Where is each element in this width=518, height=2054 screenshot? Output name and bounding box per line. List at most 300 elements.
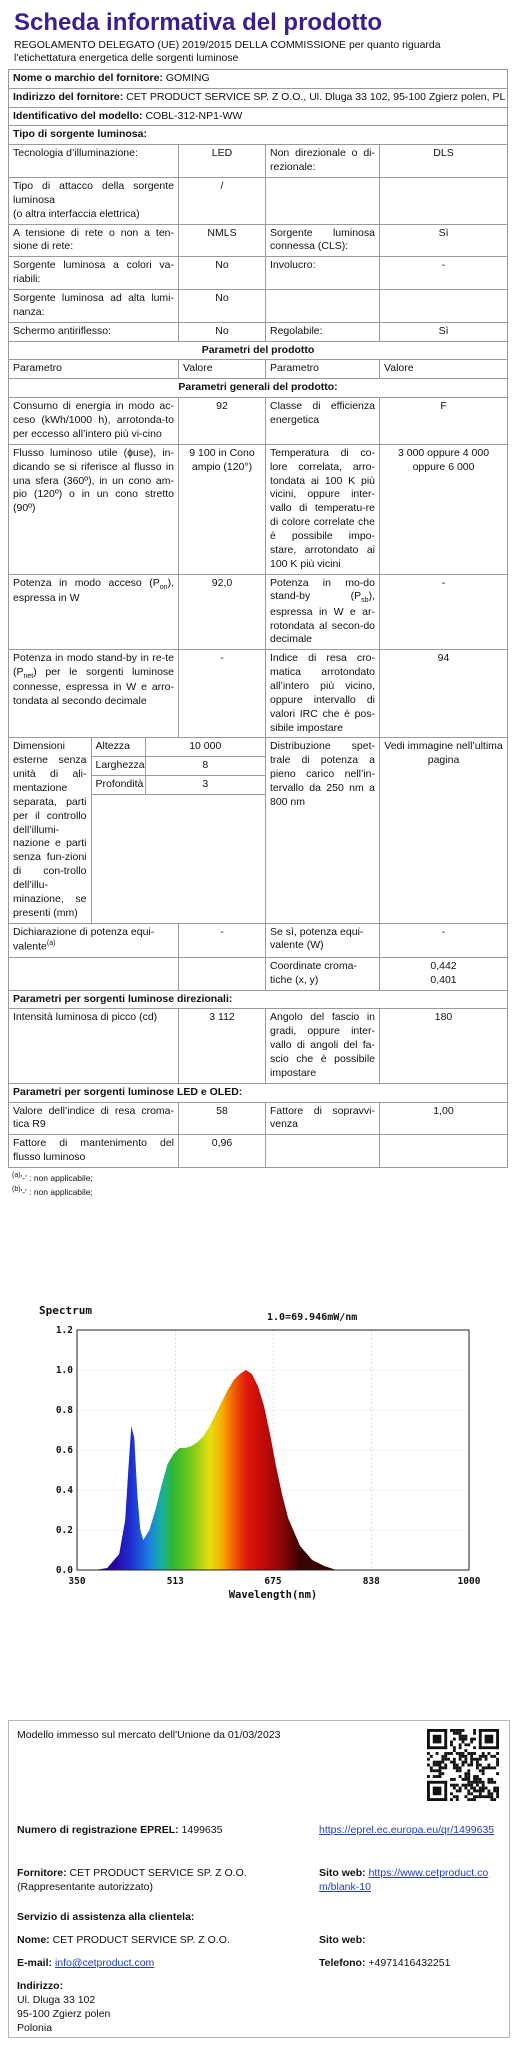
qr-module	[462, 1752, 465, 1755]
qr-module	[427, 1764, 430, 1767]
qr-module	[467, 1743, 470, 1746]
qr-module	[441, 1766, 444, 1769]
qr-module	[476, 1758, 479, 1761]
qr-module	[464, 1743, 467, 1746]
qr-module	[439, 1766, 442, 1769]
address-line-3: Polonia	[17, 2021, 53, 2034]
qr-module	[456, 1784, 459, 1787]
led-1-label-2	[266, 1135, 380, 1168]
spectral-value: Vedi immagine nell’ultima pagina	[380, 738, 508, 923]
peak-intensity-value: 3 112	[179, 1009, 266, 1083]
led-0-value: 58	[179, 1102, 266, 1135]
qr-finder	[433, 1787, 442, 1796]
general-2-label-2: Potenza in mo-do stand-by $(P_{sb})$, espressa in W e ar-rotondata al secon-do decimale	[266, 574, 380, 650]
qr-module	[462, 1784, 465, 1787]
qr-module	[482, 1787, 485, 1790]
qr-module	[433, 1769, 436, 1772]
type-rows	[9, 145, 508, 341]
led-header: Parametri per sorgenti luminose LED e OLED:	[9, 1083, 508, 1102]
led-0-label: Valore dell’indice di resa croma-tica R9	[9, 1102, 179, 1135]
qr-module	[487, 1752, 490, 1755]
qr-module	[482, 1784, 485, 1787]
qr-module	[436, 1752, 439, 1755]
service-name-label: Nome:	[17, 1934, 50, 1946]
qr-module	[436, 1775, 439, 1778]
qr-module	[444, 1764, 447, 1767]
qr-module	[479, 1764, 482, 1767]
qr-module	[459, 1769, 462, 1772]
type-0-row	[9, 145, 508, 178]
general-2-value-2: -	[380, 574, 508, 650]
col-param-1: Parametro	[9, 360, 179, 379]
qr-module	[430, 1769, 433, 1772]
qr-module	[467, 1772, 470, 1775]
general-2-row	[9, 574, 508, 650]
equiv-label-sup: (a)	[46, 940, 56, 948]
qr-module	[467, 1792, 470, 1795]
general-1-value-2: 3 000 oppure 4 000 oppure 6 000	[380, 444, 508, 574]
y-tick-label: 0.6	[55, 1445, 73, 1456]
qr-module	[439, 1761, 442, 1764]
type-2-value-2: Sì	[380, 224, 508, 257]
led-rows	[9, 1102, 508, 1167]
supplier-name-label: Nome o marchio del fornitore:	[13, 71, 163, 84]
qr-module	[482, 1781, 485, 1784]
footnote-a	[12, 1170, 503, 1184]
type-2-label: A tensione di rete o non a ten-sione di rete:	[9, 224, 179, 257]
qr-finder	[496, 1729, 499, 1749]
qr-module	[490, 1755, 493, 1758]
qr-module	[473, 1729, 476, 1732]
qr-module	[470, 1758, 473, 1761]
qr-module	[482, 1769, 485, 1772]
qr-module	[453, 1766, 456, 1769]
qr-module	[427, 1752, 430, 1755]
peak-intensity-label: Intensità luminosa di picco (cd)	[9, 1009, 179, 1083]
qr-module	[487, 1766, 490, 1769]
qr-module	[427, 1775, 430, 1778]
qr-module	[485, 1758, 488, 1761]
qr-module	[476, 1766, 479, 1769]
type-2-row	[9, 224, 508, 257]
qr-module	[459, 1729, 462, 1732]
x-tick-label: 675	[264, 1576, 282, 1587]
type-1-label-2	[266, 178, 380, 225]
qr-module	[470, 1781, 473, 1784]
address-line-1: Ul. Dluga 33 102	[17, 1993, 96, 2006]
x-axis-label: Wavelength(nm)	[228, 1589, 318, 1601]
service-phone	[319, 1957, 450, 1971]
qr-module	[490, 1792, 493, 1795]
email-label: E-mail:	[17, 1957, 53, 1969]
general-2-value: 92,0	[179, 574, 266, 650]
qr-module	[444, 1755, 447, 1758]
qr-module	[456, 1769, 459, 1772]
qr-module	[456, 1764, 459, 1767]
qr-module	[470, 1787, 473, 1790]
chart-title: Spectrum	[39, 1304, 92, 1317]
footnote-a-mark: (a)	[12, 1171, 21, 1179]
qr-module	[464, 1738, 467, 1741]
qr-module	[456, 1789, 459, 1792]
qr-module	[482, 1772, 485, 1775]
qr-module	[493, 1766, 496, 1769]
type-3-label: Sorgente luminosa a colori va-riabili:	[9, 257, 179, 290]
equiv-power-value: -	[380, 923, 508, 957]
qr-module	[482, 1789, 485, 1792]
general-3-row	[9, 650, 508, 738]
general-0-label-2: Classe di efficienza energetica	[266, 398, 380, 445]
qr-module	[453, 1729, 456, 1732]
qr-finder	[485, 1735, 494, 1744]
general-1-label: Flusso luminoso utile (ɸuse), in-dicando se si riferisce al flusso in una sfera (360º), in un cono am-pio (120º) o in un cono stretto (90º)	[9, 444, 179, 574]
type-1-value: /	[179, 178, 266, 225]
qr-module	[453, 1787, 456, 1790]
qr-module	[487, 1789, 490, 1792]
qr-module	[476, 1784, 479, 1787]
col-param-2: Parametro	[266, 360, 380, 379]
qr-module	[453, 1758, 456, 1761]
eprel-section	[8, 1720, 510, 2038]
qr-module	[487, 1781, 490, 1784]
params-header: Parametri del prodotto	[9, 341, 508, 360]
qr-module	[459, 1746, 462, 1749]
qr-module	[493, 1789, 496, 1792]
qr-module	[459, 1789, 462, 1792]
led-1-value: 0,96	[179, 1135, 266, 1168]
dimension-value-2: 3	[145, 776, 265, 795]
qr-module	[464, 1784, 467, 1787]
qr-module	[450, 1729, 453, 1732]
dimension-value-1: 8	[145, 757, 265, 776]
qr-module	[453, 1795, 456, 1798]
type-4-value-2	[380, 290, 508, 323]
y-tick-label: 1.0	[55, 1365, 73, 1376]
eprel-link[interactable]: https://eprel.ec.europa.eu/qr/1499635	[319, 1824, 495, 1836]
y-tick-label: 0.8	[55, 1405, 73, 1416]
qr-module	[450, 1761, 453, 1764]
eprel-value: 1499635	[181, 1824, 223, 1836]
qr-module	[459, 1766, 462, 1769]
model-value: COBL-312-NP1-WW	[145, 109, 243, 122]
equiv-value: -	[179, 923, 266, 957]
qr-module	[496, 1772, 499, 1775]
qr-module	[459, 1787, 462, 1790]
qr-module	[490, 1778, 493, 1781]
qr-module	[453, 1746, 456, 1749]
qr-module	[470, 1752, 473, 1755]
qr-module	[453, 1784, 456, 1787]
model-row	[9, 107, 508, 126]
supplier-name-value: GOMING	[165, 71, 210, 84]
page-title: Scheda informativa del prodotto	[14, 9, 383, 36]
qr-module	[493, 1781, 496, 1784]
qr-module	[496, 1764, 499, 1767]
qr-module	[470, 1792, 473, 1795]
qr-module	[496, 1792, 499, 1795]
spectral-label: Distribuzione spet-trale di potenza a pieno carico nell’in-tervallo da 250 nm a 800 nm	[266, 738, 380, 923]
equiv-label	[9, 923, 179, 957]
qr-module	[476, 1781, 479, 1784]
qr-module	[470, 1798, 473, 1801]
dimensions-cell	[9, 738, 266, 923]
beam-angle-label: Angolo del fascio in gradi, oppure inter-vallo di angoli del fa-scio che è possibile impostare	[266, 1009, 380, 1083]
qr-module	[479, 1778, 482, 1781]
qr-module	[473, 1778, 476, 1781]
qr-module	[453, 1764, 456, 1767]
general-header: Parametri generali del prodotto:	[9, 379, 508, 398]
y-tick-label: 1.2	[55, 1325, 73, 1336]
qr-module	[459, 1755, 462, 1758]
qr-module	[464, 1755, 467, 1758]
eprel-label: Numero di registrazione EPREL:	[17, 1824, 179, 1836]
qr-finder	[433, 1735, 442, 1744]
qr-module	[467, 1778, 470, 1781]
qr-module	[464, 1778, 467, 1781]
qr-module	[464, 1735, 467, 1738]
qr-module	[464, 1758, 467, 1761]
qr-module	[467, 1798, 470, 1801]
qr-module	[470, 1738, 473, 1741]
general-2-label: Potenza in modo acceso $(P_{on})$, espressa in W	[9, 574, 179, 650]
dimensions-label: Dimensioni esterne senza unità di ali-mentazione separata, parti per il controllo dell’illumi-nazione e parti senza fun-zioni di con-trollo dell’illu-minazione, se presenti (mm)	[9, 738, 91, 922]
type-2-label-2: Sorgente luminosa connessa (CLS):	[266, 224, 380, 257]
qr-module	[444, 1766, 447, 1769]
qr-module	[467, 1781, 470, 1784]
type-5-label-2: Regolabile:	[266, 322, 380, 341]
footnote-a-text: '-' : non applicabile;	[20, 1172, 93, 1183]
qr-module	[456, 1795, 459, 1798]
service-email	[17, 1957, 154, 1971]
qr-module	[439, 1764, 442, 1767]
general-3-value-2: 94	[380, 650, 508, 738]
type-1-label: Tipo di attacco della sorgente luminosa (o altra interfaccia elettrica)	[9, 178, 179, 225]
type-3-label-2: Involucro:	[266, 257, 380, 290]
qr-module	[456, 1729, 459, 1732]
qr-module	[441, 1761, 444, 1764]
footnote-b	[12, 1184, 503, 1198]
qr-module	[470, 1784, 473, 1787]
qr-module	[467, 1752, 470, 1755]
qr-module	[473, 1789, 476, 1792]
qr-module	[496, 1789, 499, 1792]
chart-annotation: 1.0=69.946mW/nm	[267, 1312, 358, 1323]
qr-finder	[479, 1729, 482, 1749]
supplier-value: CET PRODUCT SERVICE SP. Z O.O. (Rappresentante autorizzato)	[17, 1867, 247, 1893]
chroma-empty-1	[9, 957, 179, 990]
qr-module	[439, 1772, 442, 1775]
qr-module	[439, 1769, 442, 1772]
type-5-value: No	[179, 322, 266, 341]
type-0-value-2: DLS	[380, 145, 508, 178]
qr-module	[464, 1772, 467, 1775]
general-1-label-2: Temperatura di co-lore correlata, arro-tondata ai 100 K più vicini, oppure inter-vallo di temperatu-re di colore correlate che è possibile impo-stare, arrotondato ai 100 K più vicini	[266, 444, 380, 574]
x-tick-label: 838	[362, 1576, 380, 1587]
qr-module	[464, 1787, 467, 1790]
qr-module	[470, 1741, 473, 1744]
address-block	[17, 1980, 110, 2035]
type-header: Tipo di sorgente luminosa:	[9, 126, 508, 145]
qr-module	[470, 1755, 473, 1758]
general-1-row	[9, 444, 508, 574]
qr-module	[470, 1764, 473, 1767]
phone-label: Telefono:	[319, 1957, 366, 1969]
qr-module	[473, 1758, 476, 1761]
beam-angle-value: 180	[380, 1009, 508, 1083]
qr-module	[427, 1758, 430, 1761]
qr-module	[462, 1761, 465, 1764]
qr-module	[450, 1798, 453, 1801]
qr-module	[453, 1732, 456, 1735]
qr-module	[464, 1795, 467, 1798]
product-info-sheet	[8, 7, 507, 1200]
qr-module	[450, 1778, 453, 1781]
qr-module	[430, 1755, 433, 1758]
qr-module	[470, 1761, 473, 1764]
qr-finder	[427, 1798, 447, 1801]
supplier-name-row	[9, 69, 508, 88]
led-0-row	[9, 1102, 508, 1135]
type-3-row	[9, 257, 508, 290]
qr-module	[490, 1781, 493, 1784]
qr-module	[496, 1787, 499, 1790]
qr-module	[450, 1792, 453, 1795]
qr-module	[462, 1735, 465, 1738]
qr-module	[456, 1798, 459, 1801]
phone-value: +4971416432251	[368, 1957, 451, 1969]
qr-module	[476, 1789, 479, 1792]
qr-module	[439, 1775, 442, 1778]
qr-module	[459, 1752, 462, 1755]
qr-module	[447, 1752, 450, 1755]
qr-module	[479, 1792, 482, 1795]
qr-module	[462, 1755, 465, 1758]
x-tick-label: 350	[68, 1576, 86, 1587]
qr-module	[464, 1761, 467, 1764]
qr-module	[479, 1755, 482, 1758]
type-0-label: Tecnologia d’illuminazione:	[9, 145, 179, 178]
qr-module	[459, 1758, 462, 1761]
x-tick-label: 513	[166, 1576, 184, 1587]
dimension-filler	[91, 795, 265, 923]
qr-module	[459, 1775, 462, 1778]
info-table	[8, 69, 508, 1168]
qr-module	[479, 1769, 482, 1772]
qr-module	[444, 1752, 447, 1755]
qr-finder	[427, 1729, 447, 1732]
supplier-address-value: CET PRODUCT SERVICE SP. Z O.O., Ul. Dluga 33 102, 95-100 Zgierz polen, PL	[126, 90, 506, 103]
qr-module	[473, 1738, 476, 1741]
type-3-value: No	[179, 257, 266, 290]
footnotes	[8, 1168, 507, 1200]
qr-module	[433, 1775, 436, 1778]
address-label: Indirizzo:	[17, 1980, 64, 1992]
qr-module	[490, 1798, 493, 1801]
qr-module	[479, 1789, 482, 1792]
qr-module	[462, 1738, 465, 1741]
y-tick-label: 0.2	[55, 1525, 73, 1536]
qr-code-icon[interactable]	[427, 1729, 499, 1801]
eprel-link-wrap	[319, 1824, 499, 1838]
qr-module	[456, 1752, 459, 1755]
qr-module	[467, 1775, 470, 1778]
qr-module	[433, 1761, 436, 1764]
general-3-value: -	[179, 650, 266, 738]
qr-module	[453, 1749, 456, 1752]
led-1-row	[9, 1135, 508, 1168]
service-header: Servizio di assistenza alla clientela:	[17, 1911, 195, 1923]
general-1-value: 9 100 in Cono ampio (120°)	[179, 444, 266, 574]
qr-finder	[444, 1729, 447, 1749]
dimensions-inner	[9, 738, 265, 922]
type-5-label: Schermo antiriflesso:	[9, 322, 179, 341]
service-name-value: CET PRODUCT SERVICE SP. Z O.O.	[52, 1934, 230, 1946]
qr-module	[433, 1764, 436, 1767]
market-date: Modello immesso sul mercato dell'Unione da 01/03/2023	[17, 1729, 281, 1741]
type-1-row	[9, 178, 508, 225]
qr-module	[462, 1778, 465, 1781]
qr-module	[482, 1755, 485, 1758]
qr-module	[496, 1752, 499, 1755]
qr-module	[444, 1758, 447, 1761]
led-0-value-2: 1,00	[380, 1102, 508, 1135]
email-link[interactable]: info@cetproduct.com	[54, 1957, 155, 1969]
chroma-y: 0,401	[430, 973, 457, 986]
general-3-label-2: Indice di resa cro-matica arrotondato all’intero più vicino, oppure intervallo di valori IRC che è pos-sibile impostare	[266, 650, 380, 738]
qr-module	[473, 1746, 476, 1749]
qr-module	[487, 1778, 490, 1781]
type-1-value-2	[380, 178, 508, 225]
qr-module	[441, 1758, 444, 1761]
type-2-value: NMLS	[179, 224, 266, 257]
qr-module	[467, 1769, 470, 1772]
qr-module	[479, 1781, 482, 1784]
qr-module	[450, 1752, 453, 1755]
qr-finder	[427, 1781, 447, 1784]
website-link[interactable]: https://www.cetproduct.com/blank-10	[319, 1867, 489, 1893]
qr-finder	[479, 1729, 499, 1732]
qr-module	[441, 1772, 444, 1775]
qr-module	[436, 1764, 439, 1767]
qr-module	[482, 1766, 485, 1769]
y-tick-label: 0.4	[55, 1485, 73, 1496]
qr-module	[496, 1761, 499, 1764]
type-0-label-2: Non direzionale o di-rezionale:	[266, 145, 380, 178]
qr-module	[485, 1787, 488, 1790]
dimension-name-0: Altezza	[91, 738, 145, 756]
supplier-address-label: Indirizzo del fornitore:	[13, 90, 124, 103]
qr-module	[493, 1787, 496, 1790]
spectrum-chart	[37, 1300, 495, 1624]
website-block	[319, 1867, 499, 1895]
qr-module	[467, 1784, 470, 1787]
led-1-value-2	[380, 1135, 508, 1168]
led-1-label: Fattore di mantenimento del flusso luminoso	[9, 1135, 179, 1168]
qr-module	[490, 1766, 493, 1769]
qr-module	[496, 1795, 499, 1798]
dimension-name-1: Larghezza	[91, 757, 145, 776]
dimension-value-0: 10 000	[145, 738, 265, 756]
qr-module	[473, 1787, 476, 1790]
qr-module	[476, 1778, 479, 1781]
chroma-x: 0,442	[430, 959, 457, 972]
qr-module	[467, 1789, 470, 1792]
qr-module	[496, 1758, 499, 1761]
supplier-block	[17, 1867, 307, 1895]
qr-module	[462, 1764, 465, 1767]
qr-module	[441, 1755, 444, 1758]
qr-module	[482, 1795, 485, 1798]
